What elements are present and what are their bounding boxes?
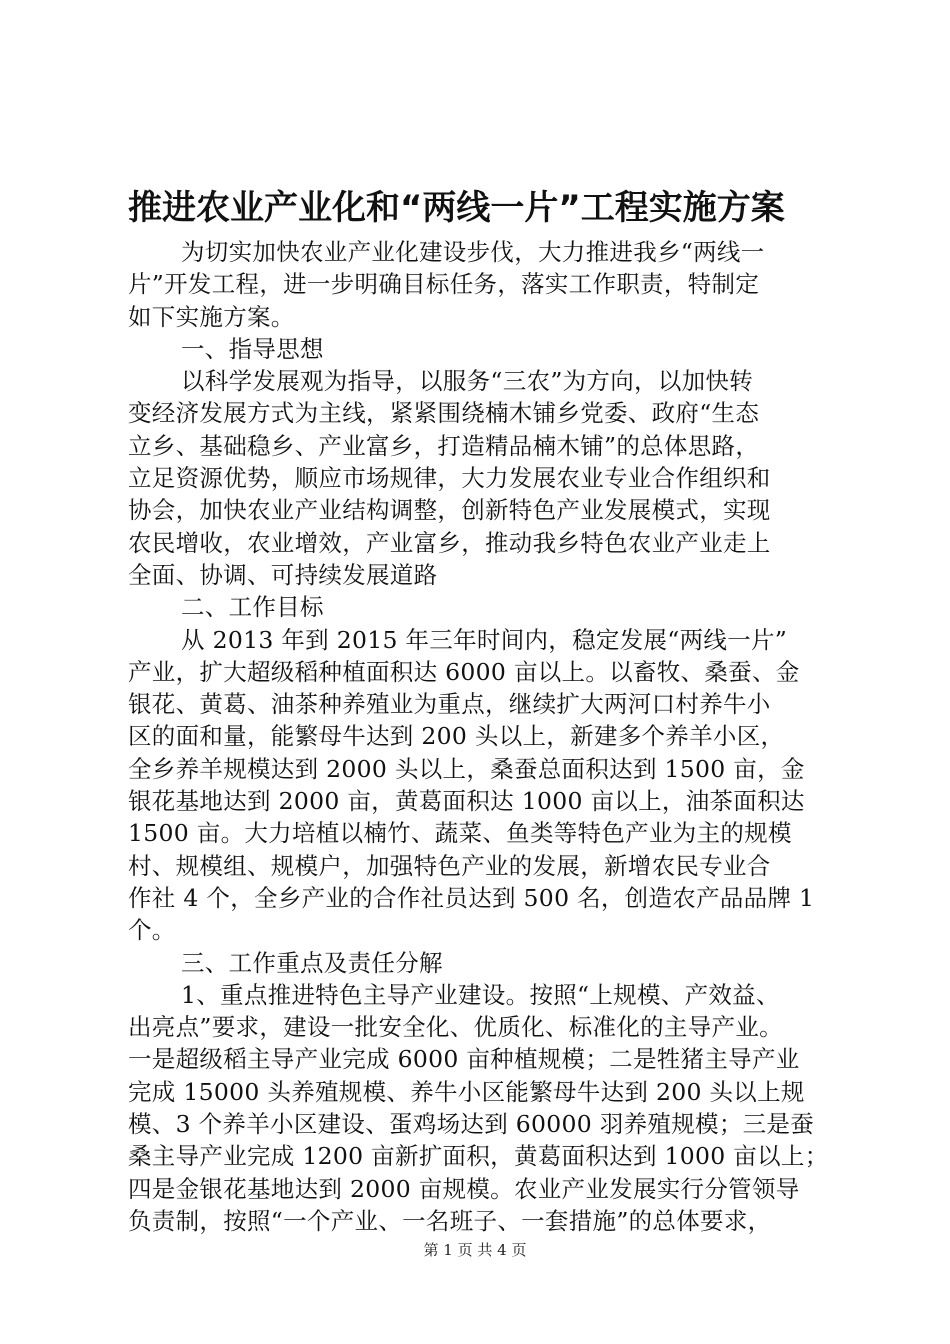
document-body	[128, 236, 828, 1237]
section-heading: 二、工作目标	[181, 593, 324, 622]
body-line: 全乡养羊规模达到 2000 头以上，桑蚕总面积达到 1500 亩，金	[128, 754, 805, 783]
body-line: 一是超级稻主导产业完成 6000 亩种植规模；二是牲猪主导产业	[128, 1045, 800, 1074]
body-line: 片”开发工程，进一步明确目标任务，落实工作职责，特制定	[128, 270, 760, 299]
section-heading: 一、指导思想	[181, 334, 324, 363]
page-footer: 第 1 页 共 4 页	[423, 1241, 527, 1259]
body-line: 如下实施方案。	[128, 302, 295, 331]
body-line: 以科学发展观为指导，以服务“三农”为方向，以加快转	[181, 367, 754, 396]
body-line: 立乡、基础稳乡、产业富乡，打造精品楠木铺”的总体思路，	[128, 431, 760, 460]
body-line: 作社 4 个，全乡产业的合作社员达到 500 名，创造农产品品牌 1	[128, 883, 815, 912]
body-line: 完成 15000 头养殖规模、养牛小区能繁母牛达到 200 头以上规	[128, 1077, 805, 1106]
body-line: 区的面和量，能繁母牛达到 200 头以上，新建多个养羊小区，	[128, 722, 785, 751]
body-line: 从 2013 年到 2015 年三年时间内，稳定发展“两线一片”	[181, 625, 788, 654]
body-line: 为切实加快农业产业化建设步伐，大力推进我乡“两线一	[181, 238, 765, 266]
body-line: 协会，加快农业产业结构调整，创新特色产业发展模式，实现	[128, 496, 771, 525]
body-line: 模、3 个养羊小区建设、蛋鸡场达到 60000 羽养殖规模；三是蚕	[128, 1110, 815, 1139]
body-line: 个。	[128, 916, 176, 945]
body-line: 产业，扩大超级稻种植面积达 6000 亩以上。以畜牧、桑蚕、金	[128, 657, 800, 686]
body-line: 出亮点”要求，建设一批安全化、优质化、标准化的主导产业。	[128, 1013, 783, 1042]
section-heading: 三、工作重点及责任分解	[181, 948, 443, 977]
body-line: 负责制，按照“一个产业、一名班子、一套措施”的总体要求，	[128, 1206, 772, 1235]
body-line: 立足资源优势，顺应市场规律，大力发展农业专业合作组织和	[128, 464, 771, 493]
body-line: 桑主导产业完成 1200 亩新扩面积，黄葛面积达到 1000 亩以上；	[128, 1142, 829, 1171]
body-line: 四是金银花基地达到 2000 亩规模。农业产业发展实行分管领导	[128, 1174, 800, 1203]
body-line: 银花基地达到 2000 亩，黄葛面积达 1000 亩以上，油茶面积达	[128, 787, 805, 816]
body-line: 银花、黄葛、油茶种养殖业为重点，继续扩大两河口村养牛小	[128, 690, 771, 719]
body-line: 1500 亩。大力培植以楠竹、蔬菜、鱼类等特色产业为主的规模	[128, 819, 792, 848]
body-line: 变经济发展方式为主线，紧紧围绕楠木铺乡党委、政府“生态	[128, 399, 760, 428]
body-line: 村、规模组、规模户，加强特色产业的发展，新增农民专业合	[128, 851, 771, 880]
body-line: 农民增收，农业增效，产业富乡，推动我乡特色农业产业走上	[128, 528, 771, 557]
document-title: 推进农业产业化和“两线一片”工程实施方案	[128, 188, 785, 228]
body-line: 全面、协调、可持续发展道路	[128, 560, 438, 589]
body-line: 1、重点推进特色主导产业建设。按照“上规模、产效益、	[181, 980, 780, 1009]
